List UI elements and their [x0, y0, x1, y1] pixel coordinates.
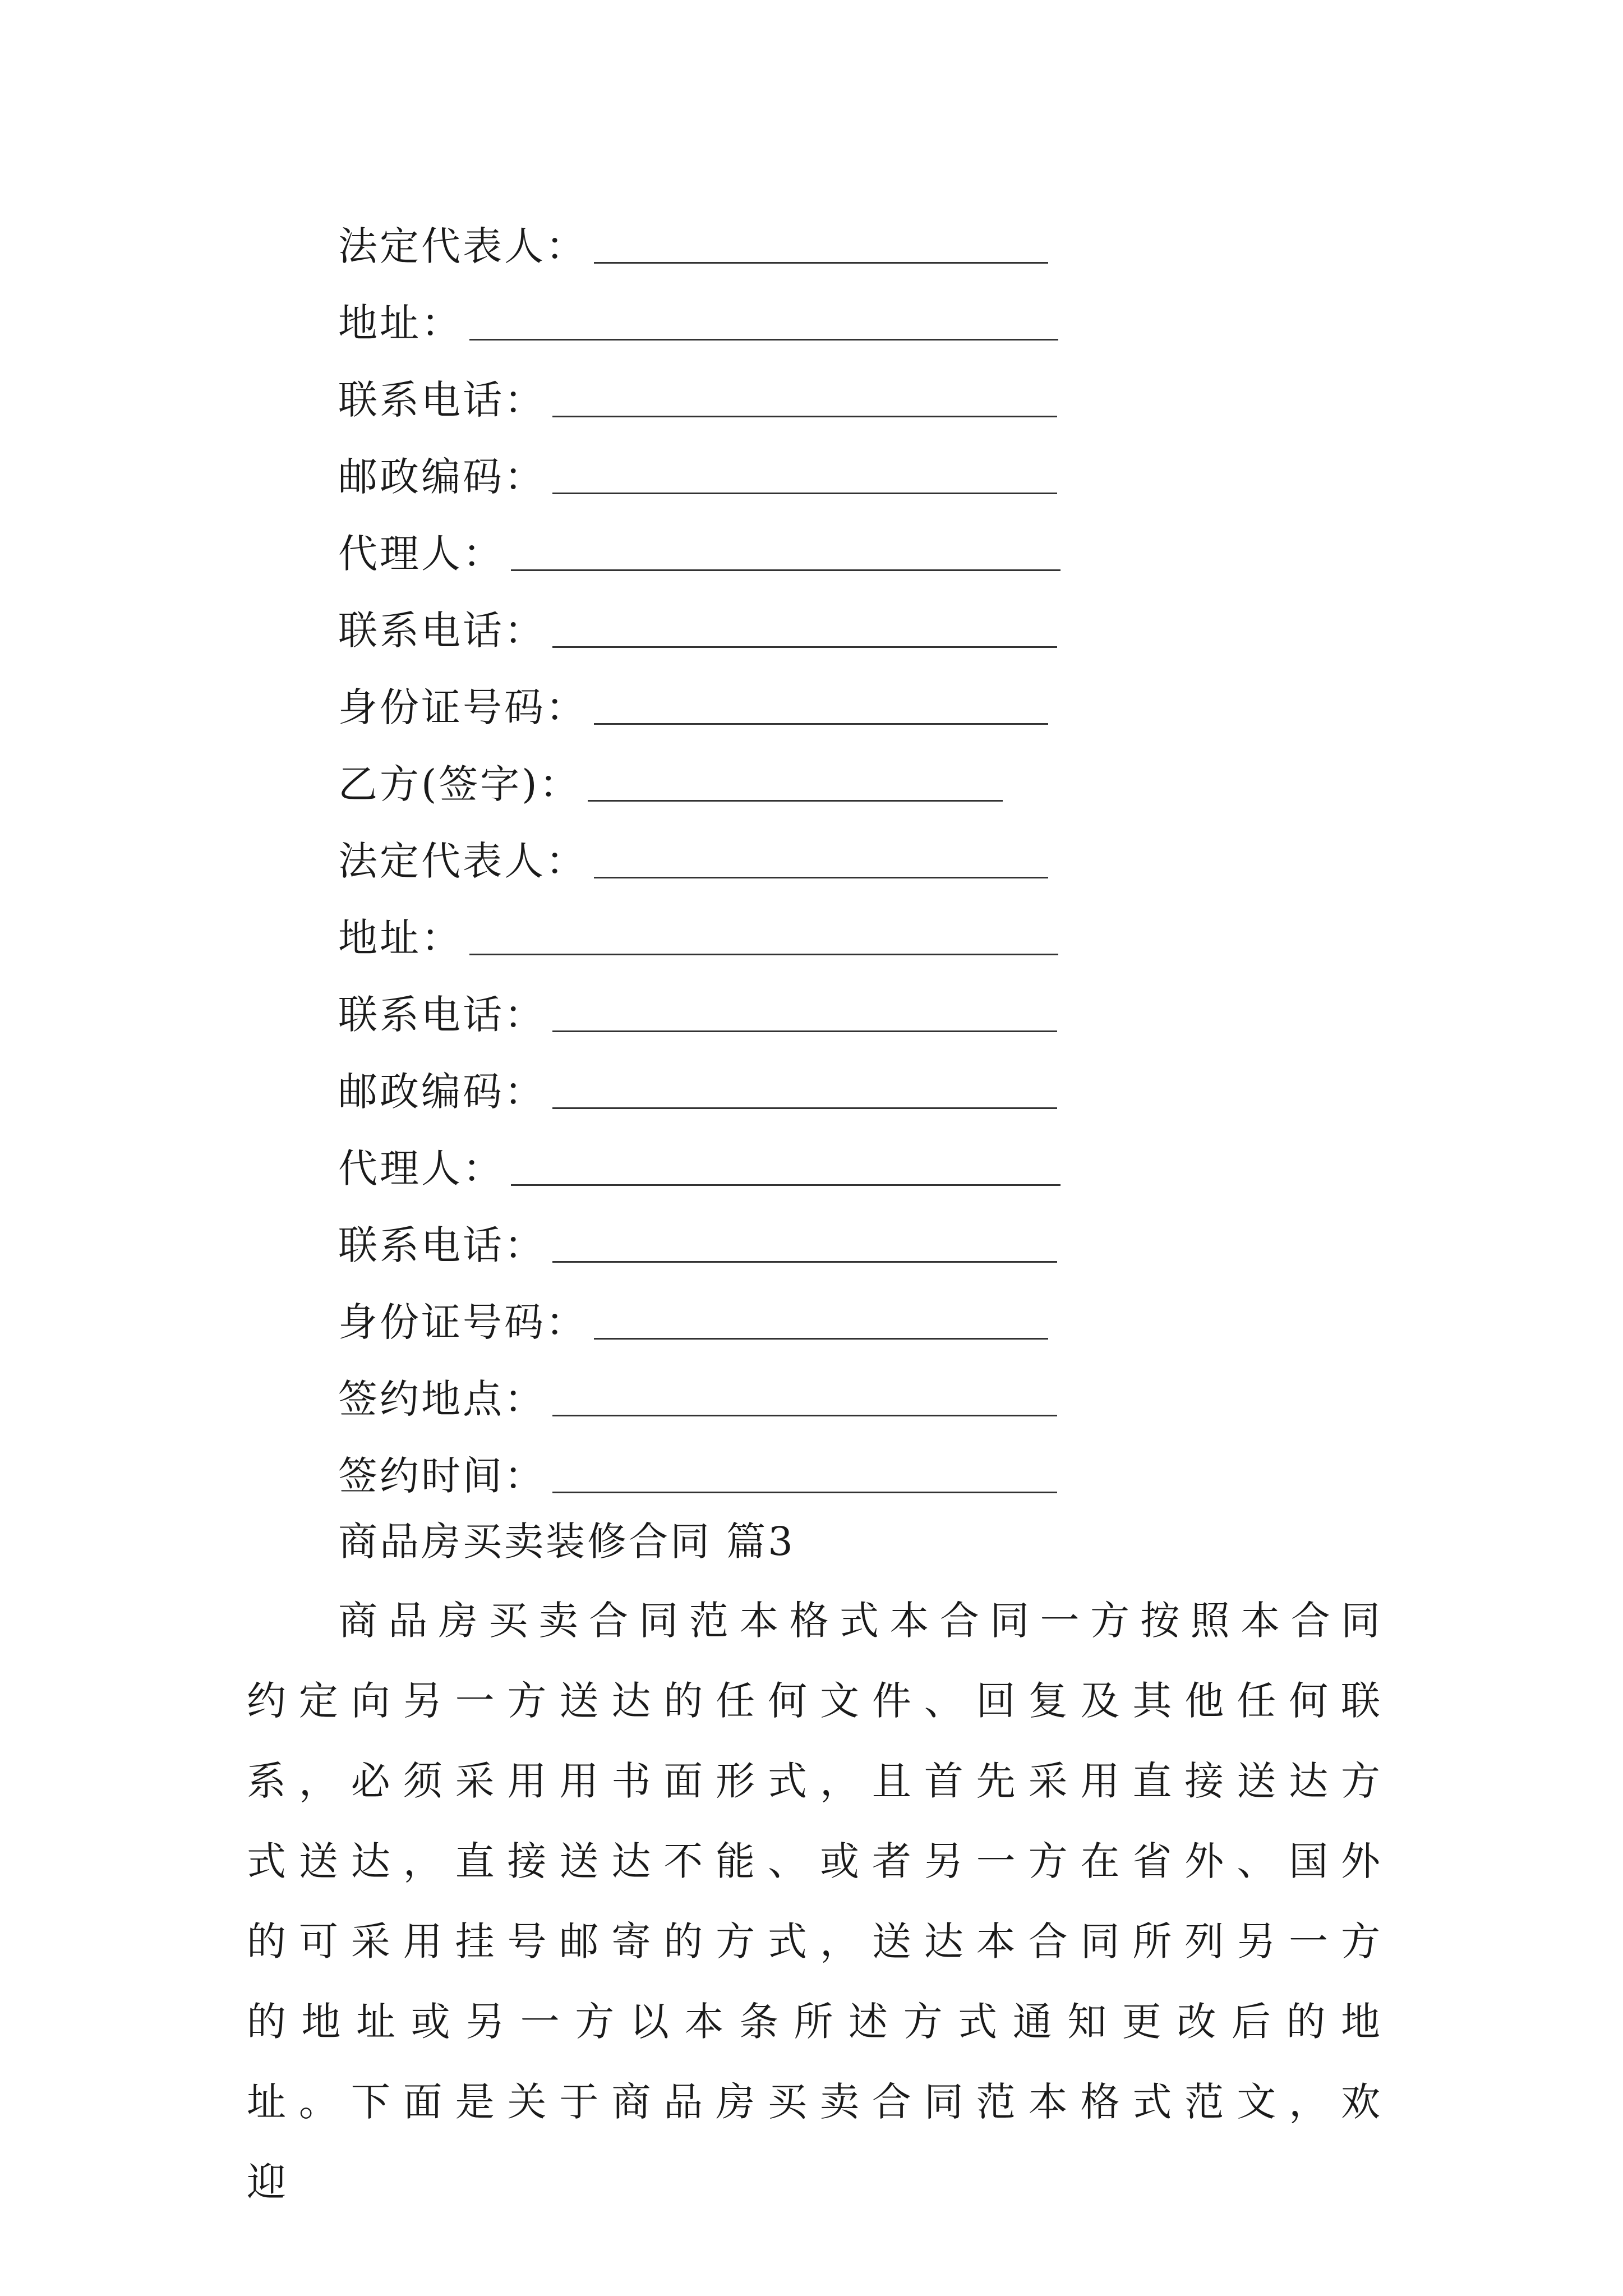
field-phone [338, 1207, 1067, 1283]
fill-in-line [552, 493, 1057, 494]
field-label: 邮政编码： [338, 1068, 546, 1115]
field-label: 代理人： [338, 1145, 504, 1191]
fill-in-line [469, 954, 1058, 955]
fill-in-line [511, 569, 1061, 571]
section-title: 商品房买卖装修合同 篇3 [338, 1519, 795, 1565]
field-agent [338, 515, 1067, 592]
field-label: 地址： [338, 914, 463, 961]
field-phone [338, 361, 1067, 438]
fill-in-line [552, 1415, 1057, 1416]
field-label: 签约时间： [338, 1452, 546, 1499]
field-agent [338, 1130, 1067, 1207]
field-label: 联系电话： [338, 991, 546, 1038]
field-label: 代理人： [338, 530, 504, 577]
field-label: 身份证号码： [338, 684, 587, 730]
field-label: 联系电话： [338, 1222, 546, 1268]
fill-in-line [594, 1338, 1048, 1340]
field-label: 乙方(签字)： [338, 761, 581, 807]
field-label: 法定代表人： [338, 223, 587, 269]
fill-in-line [552, 416, 1057, 417]
field-address [338, 284, 1067, 361]
field-id-number [338, 669, 1067, 746]
fill-in-line [511, 1184, 1061, 1186]
field-legal-representative [338, 822, 1067, 899]
fill-in-line [552, 1261, 1057, 1263]
field-label: 联系电话： [338, 376, 546, 423]
body-paragraph: 商品房买卖合同范本格式本合同一方按照本合同约定向另一方送达的任何文件、回复及其他任何联系，必须采用用书面形式，且首先采用直接送达方式送达，直接送达不能、或者另一方在省外、国外的可采用挂号邮寄的方式，送达本合同所列另一方的地址或另一方以本条所述方式通知更改后的地址。下面是关于商品房买卖合同范本格式范文，欢迎 [247, 1598, 1391, 2205]
field-legal-representative [338, 208, 1067, 284]
field-phone [338, 592, 1067, 669]
signature-field-list [338, 208, 1067, 1514]
field-signing-place [338, 1360, 1067, 1437]
fill-in-line [594, 723, 1048, 725]
field-postcode [338, 1053, 1067, 1130]
field-label: 签约地点： [338, 1375, 546, 1422]
field-address [338, 899, 1067, 976]
fill-in-line [552, 1030, 1057, 1032]
field-party-b-signature [338, 746, 1067, 822]
field-label: 地址： [338, 300, 463, 346]
fill-in-line [594, 262, 1048, 264]
fill-in-line [552, 1492, 1057, 1493]
field-label: 邮政编码： [338, 453, 546, 500]
field-label: 联系电话： [338, 607, 546, 654]
field-id-number [338, 1283, 1067, 1360]
fill-in-line [469, 339, 1058, 341]
field-postcode [338, 438, 1067, 515]
field-signing-time [338, 1437, 1067, 1514]
fill-in-line [594, 877, 1048, 878]
fill-in-line [588, 800, 1003, 802]
fill-in-line [552, 1107, 1057, 1109]
field-label: 身份证号码： [338, 1299, 587, 1345]
field-phone [338, 976, 1067, 1053]
fill-in-line [552, 646, 1057, 648]
field-label: 法定代表人： [338, 838, 587, 884]
